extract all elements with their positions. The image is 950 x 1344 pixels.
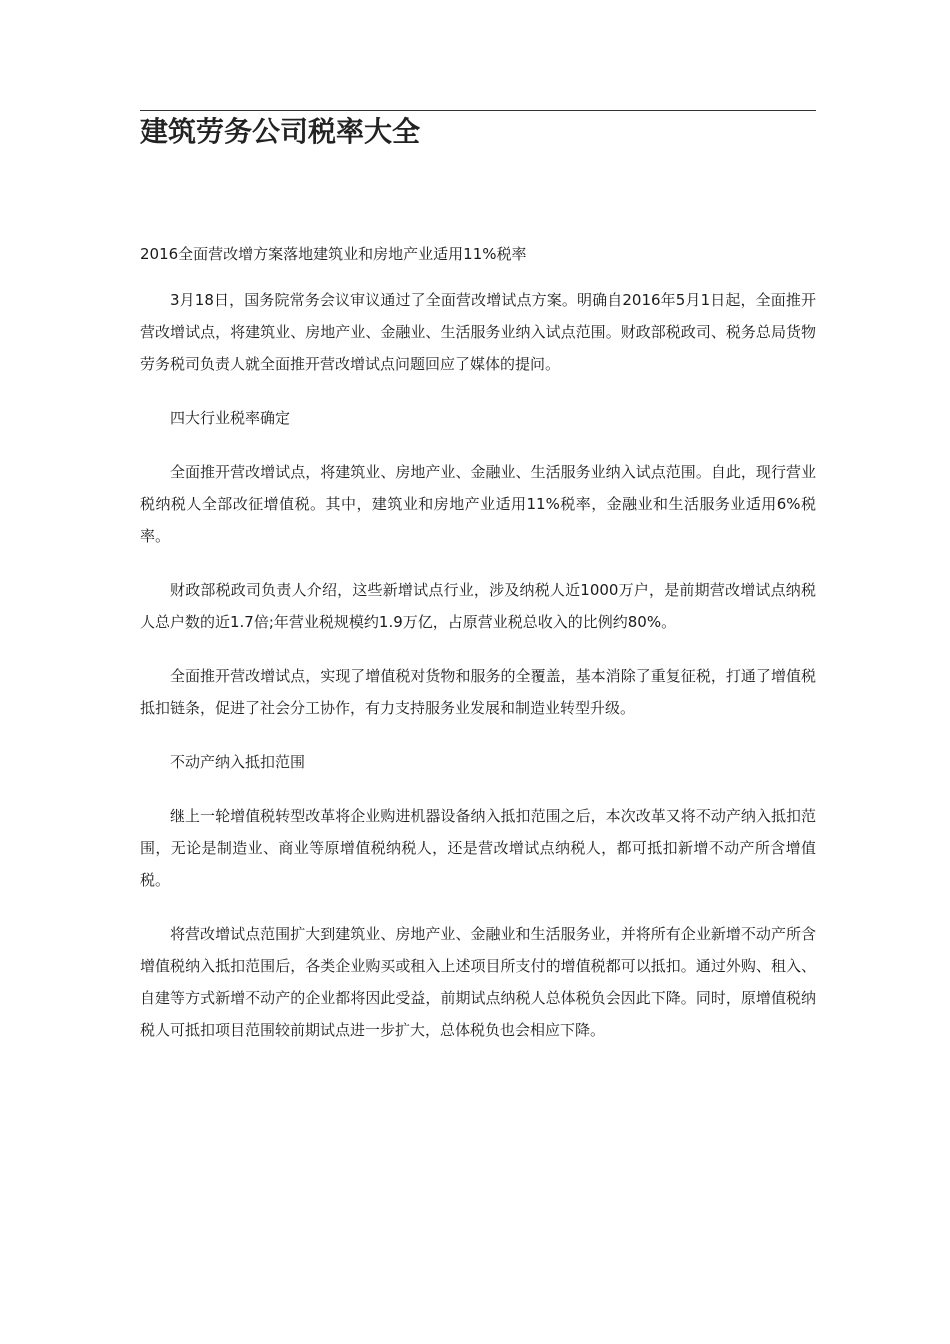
document-title: 建筑劳务公司税率大全 bbox=[140, 115, 421, 148]
section-heading-real-estate: 不动产纳入抵扣范围 bbox=[170, 753, 306, 771]
paragraph-real-estate-deduction: 继上一轮增值税转型改革将企业购进机器设备纳入抵扣范围之后，本次改革又将不动产纳入抵扣范围，无论是制造业、商业等原增值税纳税人，还是营改增试点纳税人，都可抵扣新增不动产所含增值税。 bbox=[140, 807, 816, 889]
paragraph-taxpayer-stats: 财政部税政司负责人介绍，这些新增试点行业，涉及纳税人近1000万户，是前期营改增试点纳税人总户数的近1.7倍;年营业税规模约1.9万亿，占原营业税总收入的比例约80%。 bbox=[140, 581, 816, 631]
document-subtitle: 2016全面营改增方案落地建筑业和房地产业适用11%税率 bbox=[140, 245, 527, 263]
title-divider bbox=[140, 110, 816, 111]
paragraph-reform-effects: 全面推开营改增试点，实现了增值税对货物和服务的全覆盖，基本消除了重复征税，打通了增值税抵扣链条，促进了社会分工协作，有力支持服务业发展和制造业转型升级。 bbox=[140, 667, 816, 717]
paragraph-tax-rates: 全面推开营改增试点，将建筑业、房地产业、金融业、生活服务业纳入试点范围。自此，现行营业税纳税人全部改征增值税。其中，建筑业和房地产业适用11%税率，金融业和生活服务业适用6%税率。 bbox=[140, 463, 816, 545]
paragraph-intro: 3月18日，国务院常务会议审议通过了全面营改增试点方案。明确自2016年5月1日起，全面推开营改增试点，将建筑业、房地产业、金融业、生活服务业纳入试点范围。财政部税政司、税务总局货物劳务税司负责人就全面推开营改增试点问题回应了媒体的提问。 bbox=[140, 291, 816, 373]
document-body bbox=[140, 238, 816, 1068]
section-heading-tax-rates: 四大行业税率确定 bbox=[170, 409, 291, 427]
paragraph-expanded-scope: 将营改增试点范围扩大到建筑业、房地产业、金融业和生活服务业，并将所有企业新增不动产所含增值税纳入抵扣范围后，各类企业购买或租入上述项目所支付的增值税都可以抵扣。通过外购、租入、自建等方式新增不动产的企业都将因此受益，前期试点纳税人总体税负会因此下降。同时，原增值税纳税人可抵扣项目范围较前期试点进一步扩大，总体税负也会相应下降。 bbox=[140, 925, 816, 1039]
